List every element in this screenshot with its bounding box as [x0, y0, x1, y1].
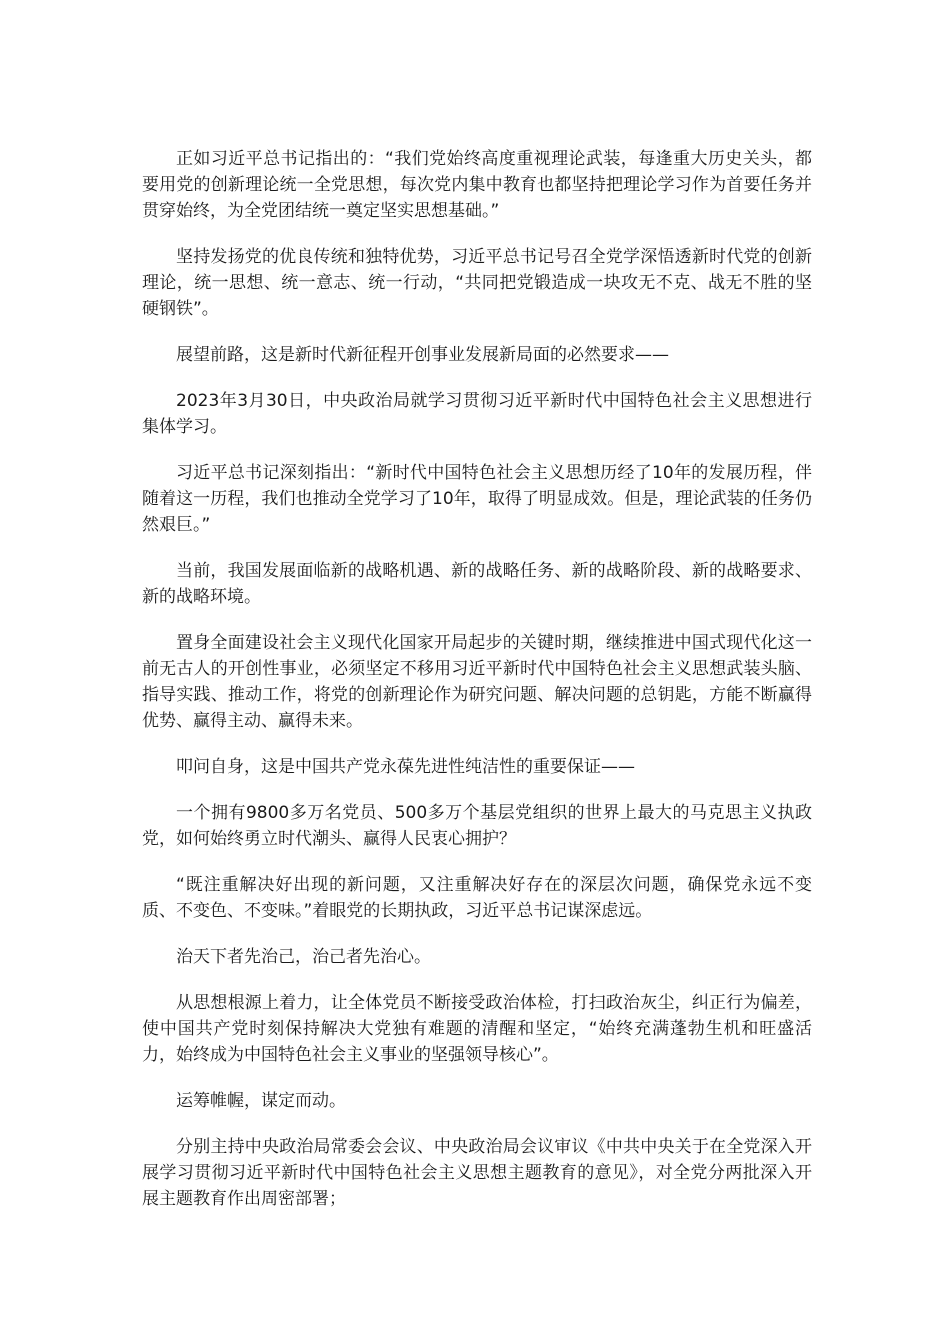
paragraph: 置身全面建设社会主义现代化国家开局起步的关键时期，继续推进中国式现代化这一前无古人的开创性事业，必须坚定不移用习近平新时代中国特色社会主义思想武装头脑、指导实践、推动工作，将党的创新理论作为研究问题、解决问题的总钥匙，方能不断赢得优势、赢得主动、赢得未来。 — [142, 633, 812, 731]
article-body — [142, 146, 812, 1232]
paragraph: 一个拥有9800多万名党员、500多万个基层党组织的世界上最大的马克思主义执政党，如何始终勇立时代潮头、赢得人民衷心拥护？ — [142, 803, 812, 849]
paragraph: 叩问自身，这是中国共产党永葆先进性纯洁性的重要保证—— — [176, 757, 635, 777]
paragraph: 当前，我国发展面临新的战略机遇、新的战略任务、新的战略阶段、新的战略要求、新的战略环境。 — [142, 561, 812, 607]
paragraph: 2023年3月30日，中央政治局就学习贯彻习近平新时代中国特色社会主义思想进行集体学习。 — [142, 391, 812, 437]
paragraph: 从思想根源上着力，让全体党员不断接受政治体检，打扫政治灰尘，纠正行为偏差，使中国共产党时刻保持解决大党独有难题的清醒和坚定，“始终充满蓬勃生机和旺盛活力，始终成为中国特色社会主义事业的坚强领导核心”。 — [142, 993, 812, 1065]
paragraph: 习近平总书记深刻指出：“新时代中国特色社会主义思想历经了10年的发展历程，伴随着这一历程，我们也推动全党学习了10年，取得了明显成效。但是，理论武装的任务仍然艰巨。” — [142, 463, 812, 535]
paragraph: 展望前路，这是新时代新征程开创事业发展新局面的必然要求—— — [176, 345, 669, 365]
paragraph: 分别主持中央政治局常委会会议、中央政治局会议审议《中共中央关于在全党深入开展学习贯彻习近平新时代中国特色社会主义思想主题教育的意见》，对全党分两批深入开展主题教育作出周密部署； — [142, 1137, 812, 1209]
paragraph: 坚持发扬党的优良传统和独特优势，习近平总书记号召全党学深悟透新时代党的创新理论，统一思想、统一意志、统一行动，“共同把党锻造成一块攻无不克、战无不胜的坚硬钢铁”。 — [142, 247, 812, 319]
paragraph: “既注重解决好出现的新问题，又注重解决好存在的深层次问题，确保党永远不变质、不变色、不变味。”着眼党的长期执政，习近平总书记谋深虑远。 — [142, 875, 812, 921]
paragraph: 正如习近平总书记指出的：“我们党始终高度重视理论武装，每逢重大历史关头，都要用党的创新理论统一全党思想，每次党内集中教育也都坚持把理论学习作为首要任务并贯穿始终，为全党团结统一奠定坚实思想基础。” — [142, 149, 812, 221]
paragraph: 治天下者先治己，治己者先治心。 — [176, 947, 431, 967]
paragraph: 运筹帷幄，谋定而动。 — [176, 1091, 346, 1111]
